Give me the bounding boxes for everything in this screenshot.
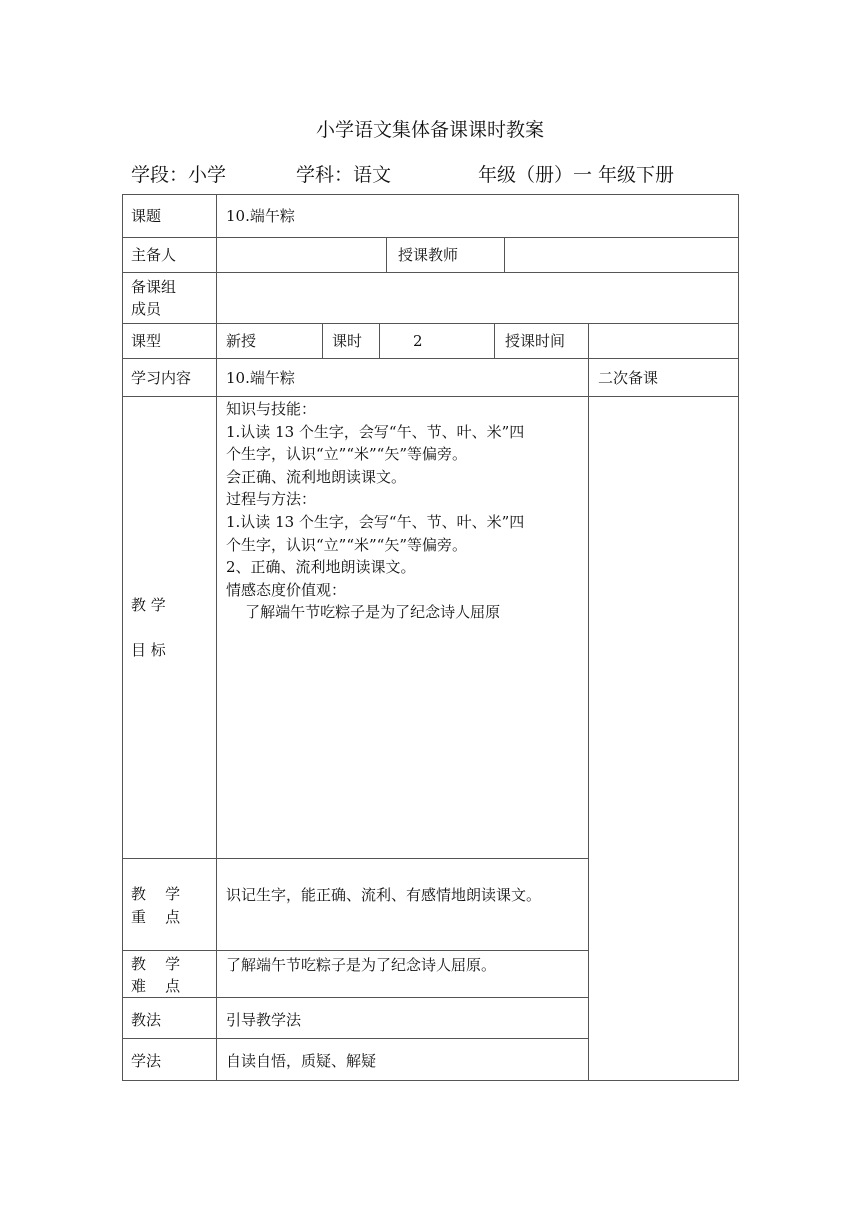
table-border-left [122,194,123,1081]
table-rule [122,358,739,359]
header-grade: 年级（册）一 年级下册 [478,164,675,186]
teaching-method-value: 引导教学法 [226,1011,302,1029]
lesson-type-value: 新授 [226,332,257,350]
goal-line: 1.认读 13 个生字，会写“午、节、叶、米”四 [226,422,525,441]
goal-line: 1.认读 13 个生字，会写“午、节、叶、米”四 [226,512,525,531]
learning-content-label: 学习内容 [131,369,192,387]
teaching-goals-text [226,398,524,624]
table-border-bottom [122,1080,739,1081]
goal-line: 情感态度价值观： [226,580,347,599]
goal-line: 个生字，认识“立”“米”“矢”等偏旁。 [226,535,468,554]
table-rule [216,194,217,1081]
class-hours-value: 2 [413,332,423,350]
table-rule [122,323,739,324]
table-rule [494,323,495,359]
lesson-type-label: 课型 [131,332,162,350]
topic-value: 10.端午粽 [226,207,295,225]
goal-line: 过程与方法： [226,490,317,509]
header-subject: 学科：语文 [296,164,392,186]
goal-line: 2、正确、流利地朗读课文。 [226,558,416,577]
learning-content-value: 10.端午粽 [226,369,295,387]
table-rule [386,237,387,273]
table-border-top [122,194,739,195]
goal-line: 会正确、流利地朗读课文。 [226,467,407,486]
header-stage: 学段：小学 [131,164,227,186]
page-title: 小学语文集体备课课时教案 [315,119,544,141]
goal-line: 知识与技能： [226,400,317,418]
goal-line: 了解端午节吃粽子是为了纪念诗人屈原 [226,603,501,622]
table-rule [504,237,505,273]
teacher-label: 授课教师 [398,246,459,264]
learning-method-value: 自读自悟，质疑、解疑 [226,1052,377,1070]
key-points-label: 重 点 [131,908,181,926]
difficulties-label: 难 点 [131,977,181,995]
second-prep-label: 二次备课 [598,369,659,387]
topic-label: 课题 [131,207,162,225]
teaching-method-label: 教法 [131,1011,162,1029]
table-rule [122,858,589,859]
group-members-label: 备课组 [131,278,177,296]
class-hours-label: 课时 [332,332,363,350]
table-rule [122,272,739,273]
table-rule [122,1038,589,1039]
key-points-value: 识记生字，能正确、流利、有感情地朗读课文。 [226,886,542,904]
key-points-label: 教 学 [131,885,181,903]
table-border-right [738,194,739,1081]
lead-preparer-label: 主备人 [131,246,177,264]
table-rule [122,237,739,238]
table-rule [122,396,739,397]
lesson-time-label: 授课时间 [505,332,566,350]
difficulties-label: 教 学 [131,955,181,973]
table-rule [322,323,323,359]
table-rule [379,323,380,359]
table-rule [588,323,589,1081]
teaching-goals-label: 教 学 [131,596,166,614]
table-rule [122,950,589,951]
difficulties-value: 了解端午节吃粽子是为了纪念诗人屈原。 [226,956,497,974]
goal-line: 个生字，认识“立”“米”“矢”等偏旁。 [226,445,468,464]
group-members-label: 成员 [131,300,162,318]
teaching-goals-label: 目 标 [131,641,166,659]
learning-method-label: 学法 [131,1052,162,1070]
table-rule [122,997,589,998]
